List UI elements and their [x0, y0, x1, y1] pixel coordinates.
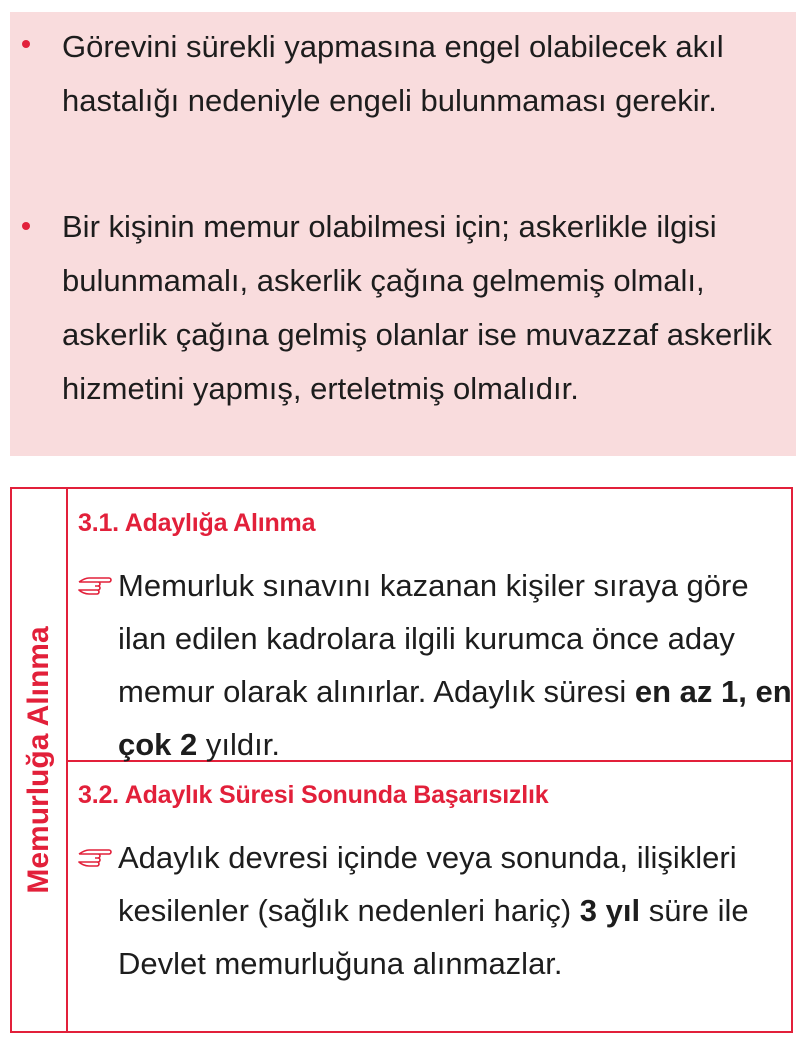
side-column	[12, 489, 68, 1031]
pointing-hand-icon	[78, 848, 112, 868]
section-text-3-2: Adaylık devresi içinde veya sonunda, ilişikleri kesilenler (sağlık nedenleri hariç) 3 yıl süre ile Devlet memurluğuna alınmazlar.	[118, 840, 749, 981]
section-text-3-1: Memurluk sınavını kazanan kişiler sıraya göre ilan edilen kadrolara ilgili kurumca önce aday memur olarak alınırlar. Adaylık süresi en az 1, en çok 2 yıldır.	[118, 568, 792, 762]
bullet-item-1: Görevini sürekli yapmasına engel olabilecek akıl hastalığı nedeniyle engeli bulunmaması gerekir.	[62, 29, 724, 118]
section-title-3-1: 3.1. Adaylığa Alınma	[78, 509, 316, 537]
pointing-hand-icon	[78, 576, 112, 596]
info-table	[10, 487, 793, 1033]
section-title-3-2: 3.2. Adaylık Süresi Sonunda Başarısızlık	[78, 781, 549, 809]
bullet-dot	[22, 40, 30, 48]
side-label: Memurluğa Alınma	[22, 626, 55, 894]
bullet-dot	[22, 222, 30, 230]
bullet-item-2: Bir kişinin memur olabilmesi için; askerlikle ilgisi bulunmamalı, askerlik çağına gelmemiş olmalı, askerlik çağına gelmiş olanlar ise muvazzaf askerlik hizmetini yapmış, erteletmiş olmalıdır.	[62, 209, 772, 406]
